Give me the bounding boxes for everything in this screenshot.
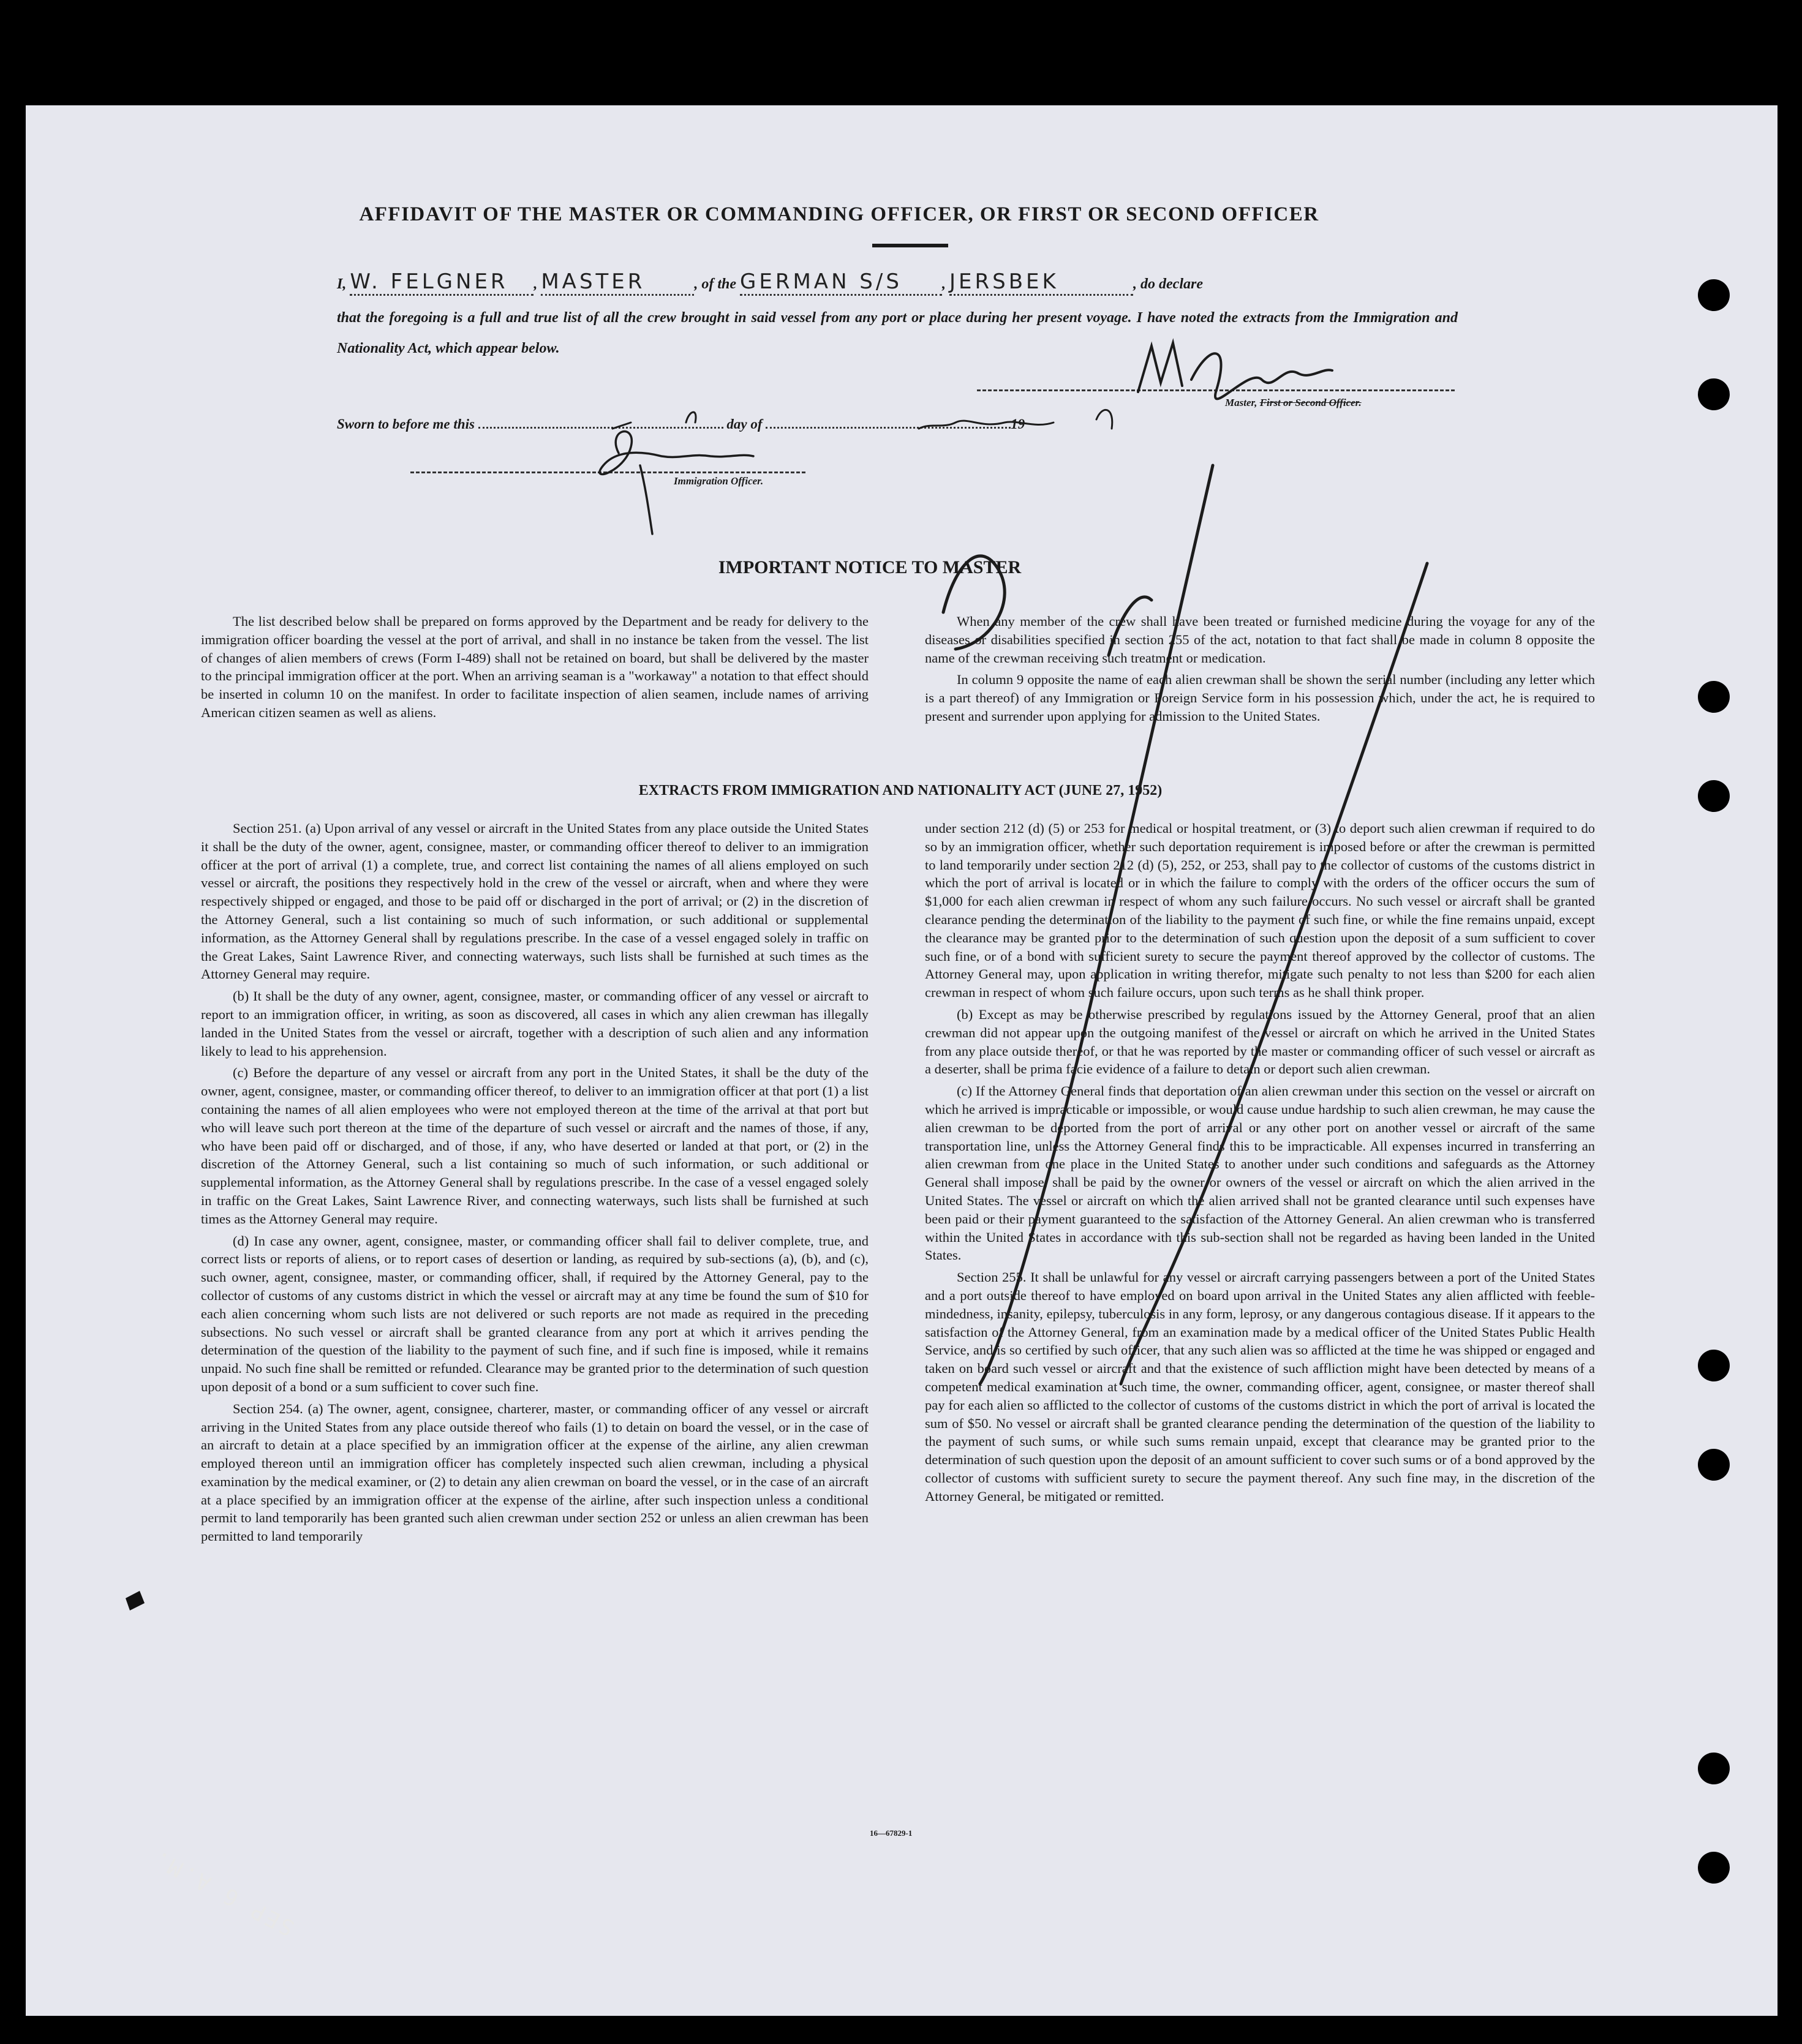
master-signature [1138, 343, 1332, 399]
statute-paragraph: (c) If the Attorney General finds that deportation of an alien crewman under this section on the vessel or aircraft on which he arrived is impracticable or impossible, or would cause undue hardship to such alien crewman, he may cause the alien crewman to be deported from the port of arrival or any other port on another vessel or aircraft of the same transportation line, unless the Attorney General finds this to be impracticable. All expenses incurred in transferring an alien crewman from one place in the United States to another under such conditions and safeguards as the Attorney General shall impose, shall be paid by the owner or owners of the vessel or aircraft on which the alien arrived in the United States. The vessel or aircraft on which the alien arrived shall not be granted clearance until such expenses have been paid or their payment guaranteed to the satisfaction of the Attorney General. An alien crewman who is transferred within the United States in accordance with this sub-section shall not be regarded as having been landed in the United States. [925, 1083, 1595, 1263]
pencil-mark [943, 465, 1427, 1384]
declaration-text: that the foregoing is a full and true list of all the crew brought in said vessel from any port or place during her present voyage. I have noted the extracts from the Immigration and Nationality Act, which appear below. [337, 310, 1458, 356]
master-name: W. FELGNER [350, 269, 508, 294]
form-number: 16—67829-1 [870, 1828, 913, 1838]
extracts-heading: EXTRACTS FROM IMMIGRATION AND NATIONALITY ACT (JUNE 27, 1952) [638, 783, 1163, 798]
master-signature-label: Master, First or Second Officer. [1225, 397, 1362, 408]
statute-paragraph: (b) It shall be the duty of any owner, agent, consignee, master, or commanding officer of any vessel or aircraft to report to an immigration officer, in writing, as soon as discovered, all cases in which any alien crewman has illegally landed in the United States from the vessel or aircraft, together with a description of such alien and any information likely to lead to his apprehension. [201, 988, 869, 1059]
separator: , [533, 276, 538, 292]
notice-paragraph: When any member of the crew shall have been treated or furnished medicine during the voyage for any of the diseases or disabilities specified in section 255 of the act, notation to that fact shall be made in column 8 opposite the name of the crewman receiving such treatment or medication. [925, 614, 1595, 666]
notice-heading: IMPORTANT NOTICE TO MASTER [718, 557, 1022, 577]
affidavit-title: AFFIDAVIT OF THE MASTER OR COMMANDING OFFICER, OR FIRST OR SECOND OFFICER [359, 203, 1319, 225]
received-stamp: SEP 6 A.M. [148, 1844, 299, 1941]
statute-paragraph: Section 251. (a) Upon arrival of any vessel or aircraft in the United States from any place outside the United States it shall be the duty of the owner, agent, consignee, master, or commanding officer thereof to deliver to an immigration officer at the port of arrival (1) a complete, true, and correct list containing the names of all aliens employed on such vessel or aircraft, the positions they respectively hold in the crew of the vessel or aircraft, when and where they were respectively shipped or engaged, and those to be paid off or discharged in the port of arrival; or (2) in the discretion of the Attorney General, such a list containing so much of such information, or such additional or supplemental information, as the Attorney General shall by regulations prescribe. In the case of a vessel engaged solely in traffic on the Great Lakes, Saint Lawrence River, and connecting waterways, such lists shall be furnished at such times as the Attorney General may require. [201, 821, 869, 982]
year-label: 19 [1011, 416, 1025, 432]
statute-paragraph: (c) Before the departure of any vessel or aircraft from any port in the United States, it shall be the duty of the owner, agent, consignee, master, or commanding officer thereof, to deliver to an immigration officer at that port (1) a list containing the names of all alien employees who were not employed thereon at the time of the arrival at that port but who will leave such port thereon at the time of the departure of such vessel or aircraft and the names of those, if any, who have been paid off or discharged, and of those, if any, who have deserted or landed at that port, or (2) in the discretion of the Attorney General, such a list containing so much of such information, or such additional or supplemental information, as the Attorney General shall by regulations prescribe. In the case of a vessel engaged solely in traffic on the Great Lakes, Saint Lawrence River, and connecting waterways, such lists shall be furnished at such times as the Attorney General may require. [201, 1065, 869, 1227]
notice-paragraph: In column 9 opposite the name of each alien crewman shall be shown the serial number (including any letter which is a part thereof) of any Immigration or Foreign Service form in his possession which, under the act, he is required to present and surrender upon applying for admission to the United States. [925, 672, 1595, 724]
day-of-label: day of [726, 416, 763, 432]
vessel-nationality: GERMAN S/S [740, 269, 902, 294]
immigration-officer-signature [600, 432, 753, 534]
do-declare-label: , do declare [1133, 276, 1203, 292]
separator: , [942, 276, 946, 292]
of-the-label: , of the [694, 276, 737, 292]
rank: MASTER [541, 269, 646, 294]
statute-paragraph: under section 212 (d) (5) or 253 for medical or hospital treatment, or (3) to deport such alien crewman if required to do so by an immigration officer, whether such deportation requirement is imposed before or after the crewman is permitted to land temporarily under section 212 (d) (5), 252, or 253, shall pay to the collector of customs of the customs district in which the port of arrival is located or in which the failure to comply with the orders of the officer occurs the sum of $1,000 for each alien crewman in respect of whom any such failure occurs. No such vessel or aircraft shall be granted clearance pending the determination of the liability to the payment of such fine, or while the fine remains unpaid, except the clearance may be granted prior to the determination of such question upon the deposit of a sum sufficient to cover such fine, or of a bond with sufficient surety to secure the payment thereof approved by the collector of customs. The Attorney General may, upon application in writing therefor, mitigate such penalty to not less than $200 for each alien crewman in respect of whom such failure occurs, upon such terms as he shall think proper. [925, 821, 1595, 1001]
statute-paragraph: (d) In case any owner, agent, consignee, master, or commanding officer shall fail to deliver complete, true, and correct lists or reports of aliens, or to report cases of desertion or landing, as required by sub-sections (a), (b), and (c), such owner, agent, consignee, master, or commanding officer, shall, if required by the Attorney General, pay to the collector of customs of any customs district in which the vessel or aircraft may at any time be found the sum of $10 for each alien concerning whom such lists are not delivered or such reports are not made as required in the preceding subsections. No such vessel or aircraft shall be granted clearance from any port at which it arrives pending the determination of the question of the liability to the payment of such fine, and if such fine is imposed, while it remains unpaid. No such fine shall be remitted or refunded. Clearance may be granted prior to the determination of such question upon deposit of a bond or a sum sufficient to cover such fine. [201, 1233, 869, 1394]
sworn-label: Sworn to before me this [337, 416, 475, 432]
statute-paragraph: Section 254. (a) The owner, agent, consignee, charterer, master, or commanding officer of any vessel or aircraft arriving in the United States from any place outside thereof who fails (1) to detain on board the vessel, or in the case of an aircraft to detain at a place specified by an immigration officer at the expense of the airline, any alien crewman employed thereon until an immigration officer has completely inspected such alien crewman, including a physical examination by the medical examiner, or (2) to detain any alien crewman on board the vessel, or in the case of an aircraft at a place specified by an immigration officer at the expense of the airline, after such inspection unless a conditional permit to land temporarily has been granted such alien crewman under section 252 or unless an alien crewman has been permitted to land temporarily [201, 1400, 869, 1544]
ship-name: JERSBEK [949, 269, 1059, 294]
statute-paragraph: (b) Except as may be otherwise prescribed by regulations issued by the Attorney General, proof that an alien crewman did not appear upon the outgoing manifest of the vessel or aircraft on which he arrived in the United States from any place outside thereof, or that he was reported by the master or commanding officer of such vessel or aircraft as a deserter, shall be prima facie evidence of a failure to detain or deport such alien crewman. [925, 1006, 1595, 1077]
handwritten-dates [613, 410, 1112, 429]
declaration-i: I, [337, 276, 347, 292]
statute-paragraph: Section 255. It shall be unlawful for any vessel or aircraft carrying passengers between a port of the United States and a port outside thereof to have employed on board upon arrival in the United States any alien afflicted with feeble-mindedness, insanity, epilepsy, tuberculosis in any form, leprosy, or any dangerous contagious disease. If it appears to the satisfaction of the Attorney General, from an examination made by a medical officer of the United States Public Health Service, and is so certified by such officer, that any such alien was so afflicted at the time he was shipped or engaged and taken on board such vessel or aircraft and that the existence of such affliction might have been detected by means of a competent medical examination at such time, the owner, commanding officer, agent, consignee, or master thereof shall pay for each alien so afflicted to the collector of customs of the customs district in which the port of arrival is located the sum of $50. No vessel or aircraft shall be granted clearance pending the determination of the question of the liability to the payment of such sums, or while such sums remain unpaid, except that clearance may be granted prior to the determination of such question upon the deposit of an amount sufficient to cover such sums or of a bond approved by the collector of customs with sufficient surety to secure the payment thereof. Any such fine may, in the discretion of the Attorney General, be mitigated or remitted. [925, 1269, 1595, 1504]
notice-paragraph: The list described below shall be prepared on forms approved by the Department and be ready for delivery to the immigration officer boarding the vessel at the port of arrival, and shall in no instance be taken from the vessel. The list of changes of alien members of crews (Form I-489) shall not be retained on board, but shall be delivered by the master to the principal immigration officer at the port. When an arriving seaman is a "workaway" a notation to that effect should be inserted in column 10 on the manifest. In order to facilitate inspection of alien seamen, include names of arriving American citizen seamen as well as aliens. [201, 614, 869, 720]
immigration-officer-label: Immigration Officer. [674, 475, 764, 487]
margin-marks [126, 1591, 145, 1610]
